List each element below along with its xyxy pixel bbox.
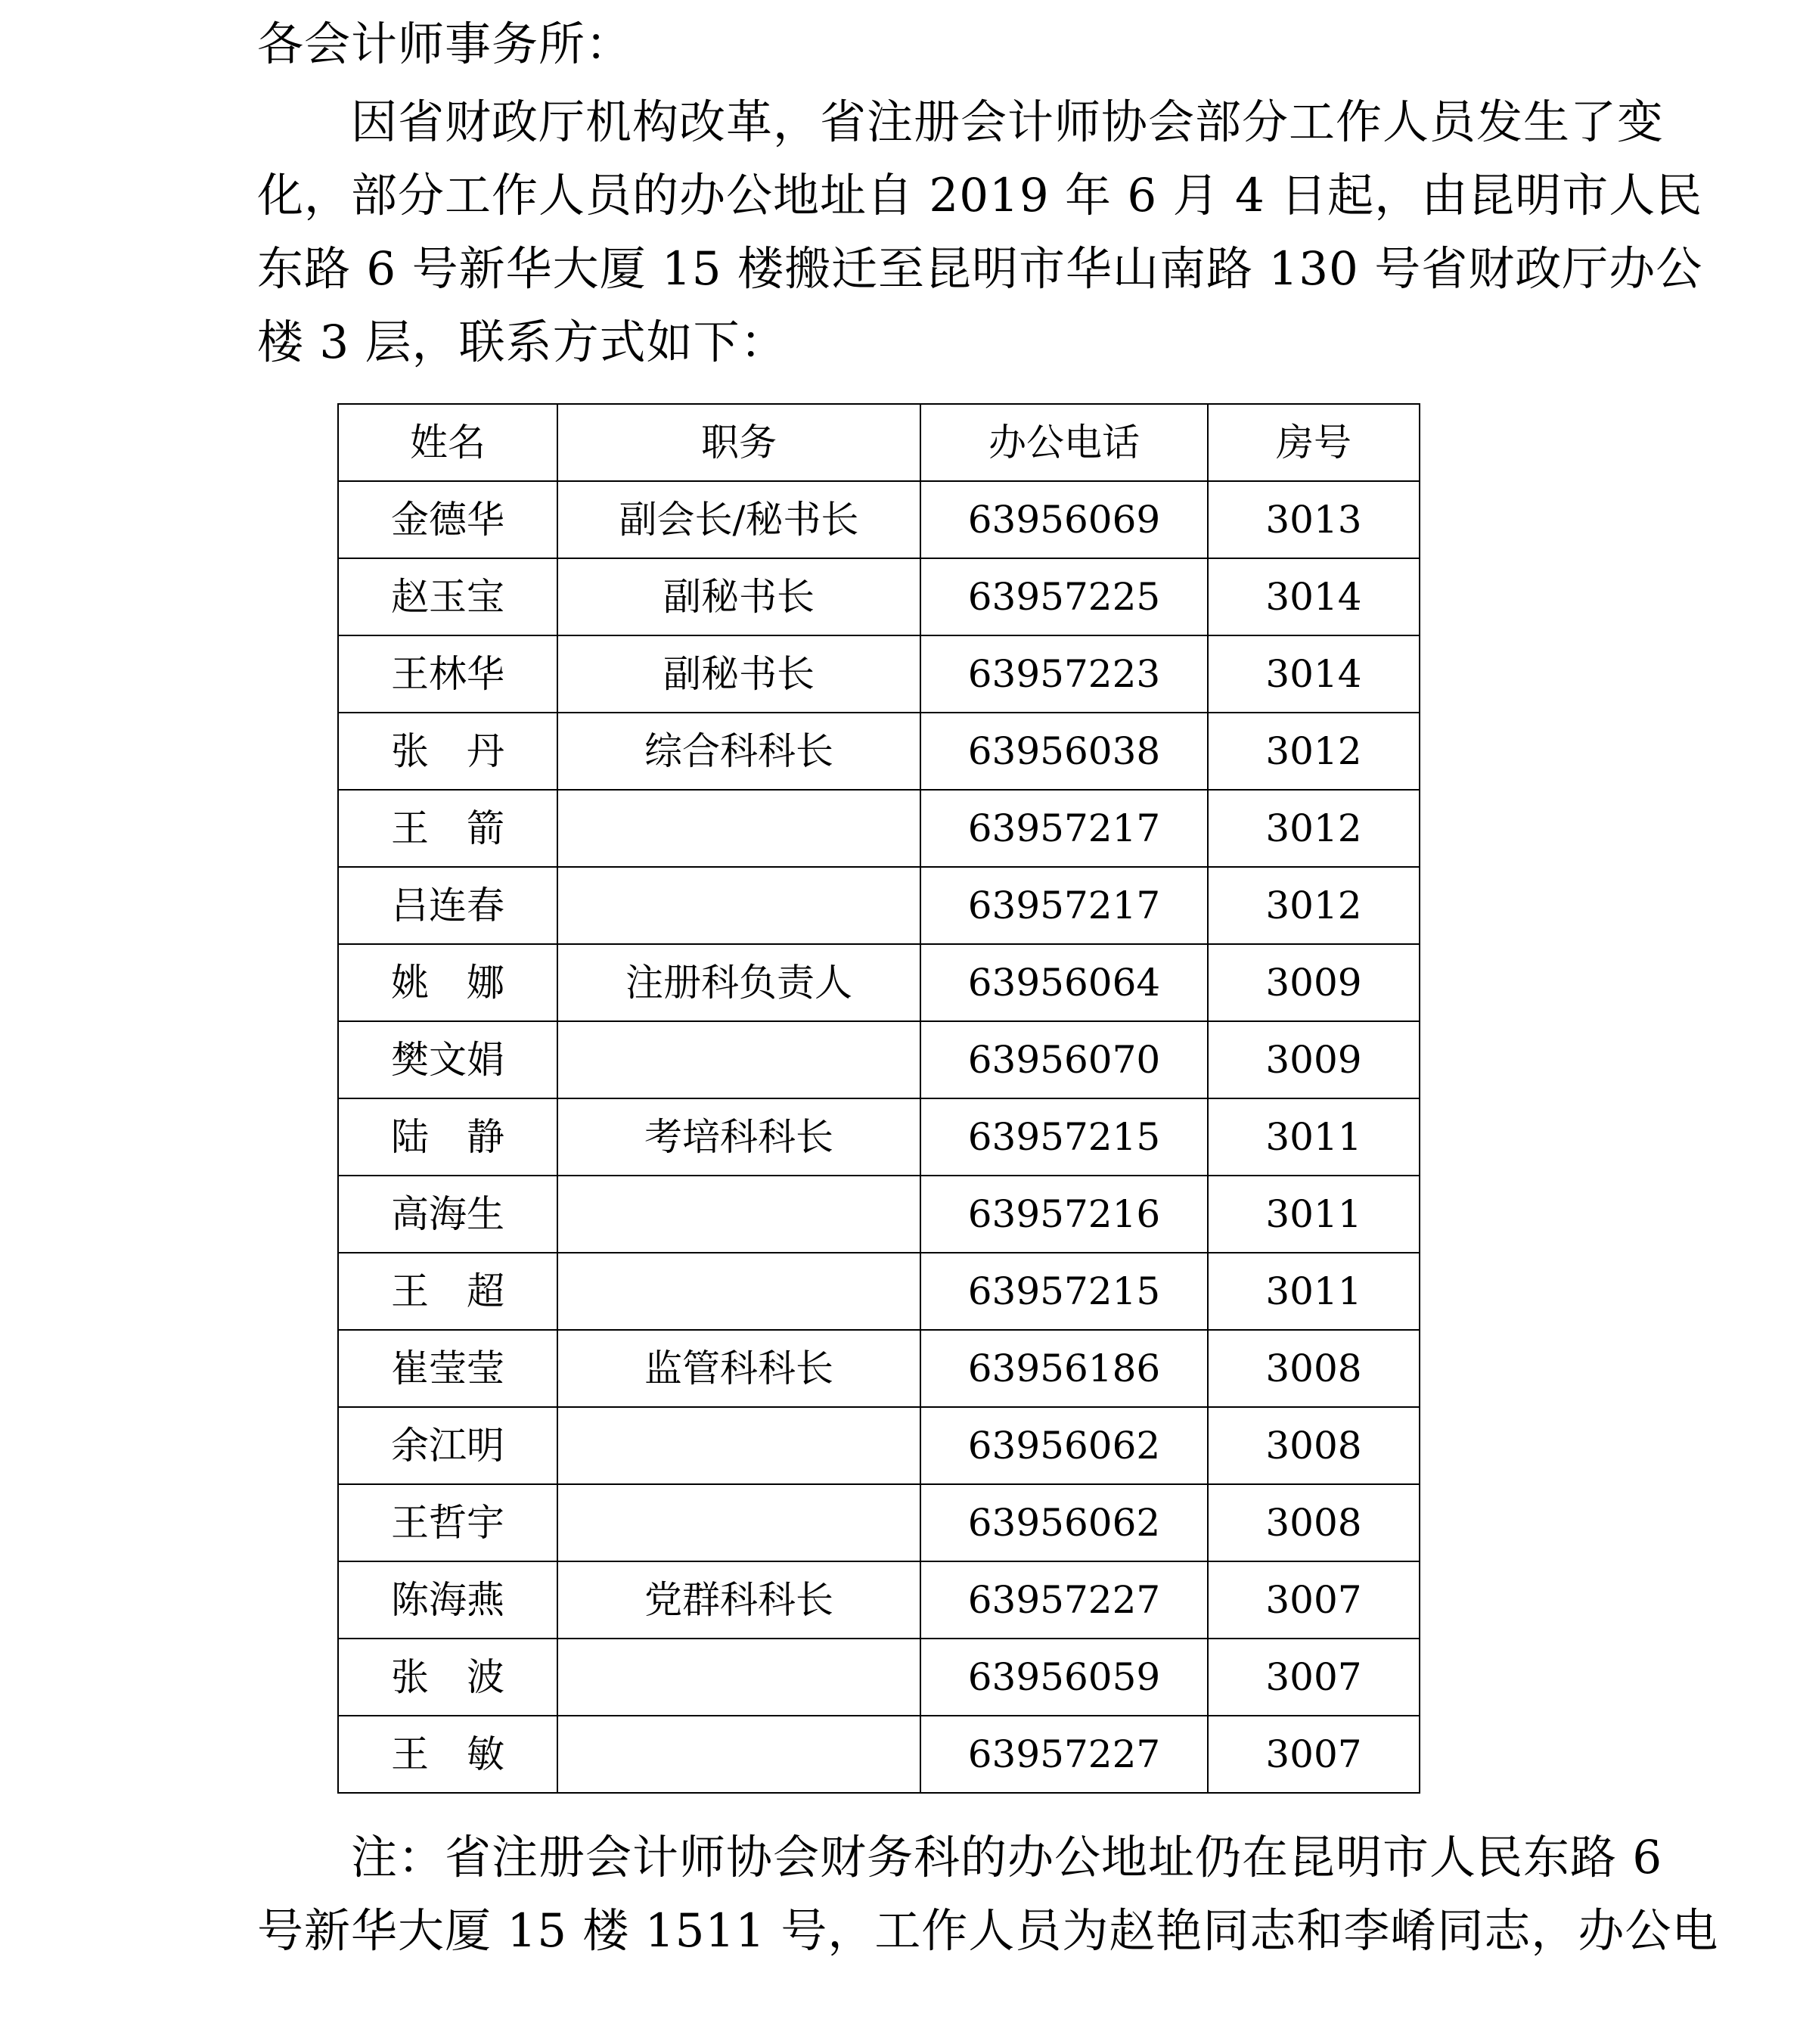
table-row bbox=[338, 1484, 1420, 1561]
cell-name: 王哲宇 bbox=[338, 1484, 557, 1561]
table-row bbox=[338, 867, 1420, 944]
paragraph-line-4: 楼 3 层，联系方式如下： bbox=[257, 315, 787, 369]
cell-phone: 63957217 bbox=[920, 790, 1208, 867]
cell-name: 陈海燕 bbox=[338, 1561, 557, 1639]
cell-title bbox=[557, 1176, 920, 1253]
paragraph-line-1: 因省财政厅机构改革，省注册会计师协会部分工作人员发生了变 bbox=[351, 95, 1665, 149]
table-row bbox=[338, 1407, 1420, 1484]
cell-name: 姚 娜 bbox=[338, 944, 557, 1021]
table-row bbox=[338, 713, 1420, 790]
cell-title bbox=[557, 1639, 920, 1716]
table-row bbox=[338, 1330, 1420, 1407]
paragraph-line-3: 东路 6 号新华大厦 15 楼搬迁至昆明市华山南路 130 号省财政厅办公 bbox=[257, 242, 1703, 296]
cell-phone: 63956059 bbox=[920, 1639, 1208, 1716]
cell-title bbox=[557, 1253, 920, 1330]
table-row bbox=[338, 944, 1420, 1021]
salutation: 各会计师事务所： bbox=[257, 17, 633, 71]
table-row bbox=[338, 1176, 1420, 1253]
cell-title bbox=[557, 867, 920, 944]
cell-phone: 63956070 bbox=[920, 1021, 1208, 1098]
table-row bbox=[338, 635, 1420, 713]
cell-title: 副会长/秘书长 bbox=[557, 481, 920, 558]
cell-room: 3011 bbox=[1208, 1253, 1420, 1330]
cell-name: 王 超 bbox=[338, 1253, 557, 1330]
cell-room: 3014 bbox=[1208, 635, 1420, 713]
table-row bbox=[338, 481, 1420, 558]
cell-name: 王 箭 bbox=[338, 790, 557, 867]
cell-room: 3011 bbox=[1208, 1176, 1420, 1253]
table-row bbox=[338, 1253, 1420, 1330]
cell-room: 3008 bbox=[1208, 1407, 1420, 1484]
cell-name: 张 丹 bbox=[338, 713, 557, 790]
cell-title: 党群科科长 bbox=[557, 1561, 920, 1639]
cell-phone: 63957215 bbox=[920, 1098, 1208, 1176]
footer-note bbox=[257, 1821, 1719, 1968]
column-header-room: 房号 bbox=[1208, 404, 1420, 481]
cell-room: 3007 bbox=[1208, 1561, 1420, 1639]
note-line-1: 注：省注册会计师协会财务科的办公地址仍在昆明市人民东路 6 bbox=[351, 1831, 1663, 1884]
cell-phone: 63956069 bbox=[920, 481, 1208, 558]
cell-name: 金德华 bbox=[338, 481, 557, 558]
cell-phone: 63957216 bbox=[920, 1176, 1208, 1253]
cell-name: 余江明 bbox=[338, 1407, 557, 1484]
table-header-row bbox=[338, 404, 1420, 481]
cell-name: 崔莹莹 bbox=[338, 1330, 557, 1407]
cell-name: 王 敏 bbox=[338, 1716, 557, 1793]
cell-room: 3013 bbox=[1208, 481, 1420, 558]
cell-room: 3007 bbox=[1208, 1716, 1420, 1793]
cell-title bbox=[557, 790, 920, 867]
table-row bbox=[338, 1021, 1420, 1098]
cell-phone: 63956064 bbox=[920, 944, 1208, 1021]
cell-name: 吕连春 bbox=[338, 867, 557, 944]
table-row bbox=[338, 790, 1420, 867]
cell-room: 3014 bbox=[1208, 558, 1420, 635]
cell-phone: 63956062 bbox=[920, 1484, 1208, 1561]
cell-name: 赵玉宝 bbox=[338, 558, 557, 635]
cell-phone: 63957217 bbox=[920, 867, 1208, 944]
cell-title: 综合科科长 bbox=[557, 713, 920, 790]
table-row bbox=[338, 1561, 1420, 1639]
column-header-title: 职务 bbox=[557, 404, 920, 481]
cell-room: 3012 bbox=[1208, 867, 1420, 944]
column-header-phone: 办公电话 bbox=[920, 404, 1208, 481]
contact-table-container bbox=[337, 403, 1419, 1794]
cell-room: 3008 bbox=[1208, 1484, 1420, 1561]
document-body bbox=[257, 0, 1719, 1968]
cell-phone: 63957225 bbox=[920, 558, 1208, 635]
cell-title bbox=[557, 1484, 920, 1561]
cell-title: 副秘书长 bbox=[557, 635, 920, 713]
cell-phone: 63957223 bbox=[920, 635, 1208, 713]
cell-title: 监管科科长 bbox=[557, 1330, 920, 1407]
cell-name: 王林华 bbox=[338, 635, 557, 713]
cell-phone: 63957215 bbox=[920, 1253, 1208, 1330]
cell-name: 樊文娟 bbox=[338, 1021, 557, 1098]
cell-name: 陆 静 bbox=[338, 1098, 557, 1176]
table-row bbox=[338, 558, 1420, 635]
cell-title bbox=[557, 1407, 920, 1484]
cell-room: 3012 bbox=[1208, 790, 1420, 867]
cell-title: 考培科科长 bbox=[557, 1098, 920, 1176]
cell-phone: 63956186 bbox=[920, 1330, 1208, 1407]
cell-room: 3008 bbox=[1208, 1330, 1420, 1407]
cell-phone: 63956038 bbox=[920, 713, 1208, 790]
cell-room: 3007 bbox=[1208, 1639, 1420, 1716]
cell-room: 3012 bbox=[1208, 713, 1420, 790]
cell-phone: 63957227 bbox=[920, 1716, 1208, 1793]
cell-room: 3009 bbox=[1208, 1021, 1420, 1098]
cell-title: 副秘书长 bbox=[557, 558, 920, 635]
table-row bbox=[338, 1098, 1420, 1176]
table-row bbox=[338, 1639, 1420, 1716]
cell-phone: 63956062 bbox=[920, 1407, 1208, 1484]
cell-room: 3009 bbox=[1208, 944, 1420, 1021]
cell-phone: 63957227 bbox=[920, 1561, 1208, 1639]
cell-name: 张 波 bbox=[338, 1639, 557, 1716]
note-line-2: 号新华大厦 15 楼 1511 号，工作人员为赵艳同志和李崤同志，办公电 bbox=[257, 1904, 1719, 1958]
column-header-name: 姓名 bbox=[338, 404, 557, 481]
cell-room: 3011 bbox=[1208, 1098, 1420, 1176]
table-row bbox=[338, 1716, 1420, 1793]
cell-name: 高海生 bbox=[338, 1176, 557, 1253]
contact-table bbox=[337, 403, 1420, 1794]
cell-title: 注册科负责人 bbox=[557, 944, 920, 1021]
paragraph-line-2: 化，部分工作人员的办公地址自 2019 年 6 月 4 日起，由昆明市人民 bbox=[257, 169, 1703, 222]
cell-title bbox=[557, 1716, 920, 1793]
cell-title bbox=[557, 1021, 920, 1098]
table-body bbox=[338, 481, 1420, 1793]
